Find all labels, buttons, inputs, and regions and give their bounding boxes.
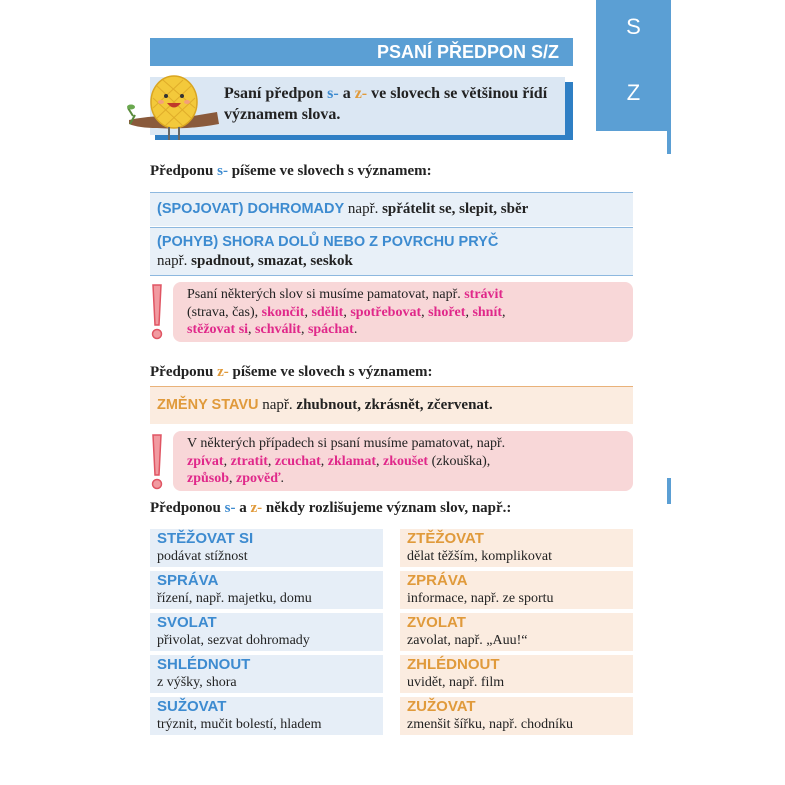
pair-s-cell: SPRÁVA řízení, např. majetku, domu (150, 571, 383, 609)
section-s-row (150, 227, 633, 276)
side-tab (596, 0, 671, 131)
intro-text: Psaní předpon s- a z- ve slovech se většinou řídí významem slova. (224, 85, 548, 123)
exclamation-icon (150, 433, 164, 491)
page-header (150, 38, 573, 66)
pair-s-cell: SVOLAT přivolat, sezvat dohromady (150, 613, 383, 651)
pair-s-cell: SUŽOVAT trýznit, mučit bolestí, hladem (150, 697, 383, 735)
pair-s-cell: SHLÉDNOUT z výšky, shora (150, 655, 383, 693)
side-tab-letter-s: S (626, 14, 641, 39)
pair-z-cell: ZVOLAT zavolat, např. „Auu!“ (400, 613, 633, 651)
pairs-title: Předponou s- a z- někdy rozlišujeme význam slov, např.: (150, 500, 512, 516)
pair-z-cell: ZUŽOVAT zmenšit šířku, např. chodníku (400, 697, 633, 735)
pair-z-cell: ZHLÉDNOUT uvidět, např. film (400, 655, 633, 693)
section-z-note (173, 431, 633, 491)
page-title: PSANÍ PŘEDPON S/Z (376, 42, 559, 62)
side-line (667, 478, 671, 504)
section-s-row (150, 192, 633, 226)
section-z-title: Předponu z- píšeme ve slovech s významem: (150, 364, 433, 380)
side-line (667, 131, 671, 154)
section-s-row-examples: např. spadnout, smazat, seskok (157, 253, 353, 269)
pair-z-cell: ZPRÁVA informace, např. ze sportu (400, 571, 633, 609)
section-z-note-text: V některých případech si psaní musíme pamatovat, např. zpívat, ztratit, zcuchat, zklamat, zkoušet (zkouška), způsob, zpověď. (187, 436, 506, 486)
section-s-row-caps: (POHYB) SHORA DOLŮ NEBO Z POVRCHU PRYČ (157, 234, 499, 250)
section-s-note-text: Psaní některých slov si musíme pamatovat, např. strávit (strava, čas), skončit, sdělit, spotřebovat, shořet, shnít, stěžovat si, schválit, spáchat. (187, 287, 506, 337)
pair-s-cell: STĚŽOVAT SI podávat stížnost (150, 529, 383, 567)
pineapple-mascot-icon (127, 72, 222, 142)
section-s-note (173, 282, 633, 342)
section-z-row (150, 386, 633, 424)
section-z-row-text: ZMĚNY STAVU např. zhubnout, zkrásnět, zčervenat. (157, 397, 493, 413)
side-tab-letter-z: Z (626, 80, 641, 105)
section-s-title: Předponu s- píšeme ve slovech s významem: (150, 163, 432, 179)
pair-z-cell: ZTĚŽOVAT dělat těžším, komplikovat (400, 529, 633, 567)
section-s-row-text: (SPOJOVAT) DOHROMADY např. spřátelit se, slepit, sběr (157, 201, 529, 217)
exclamation-icon (150, 283, 164, 341)
